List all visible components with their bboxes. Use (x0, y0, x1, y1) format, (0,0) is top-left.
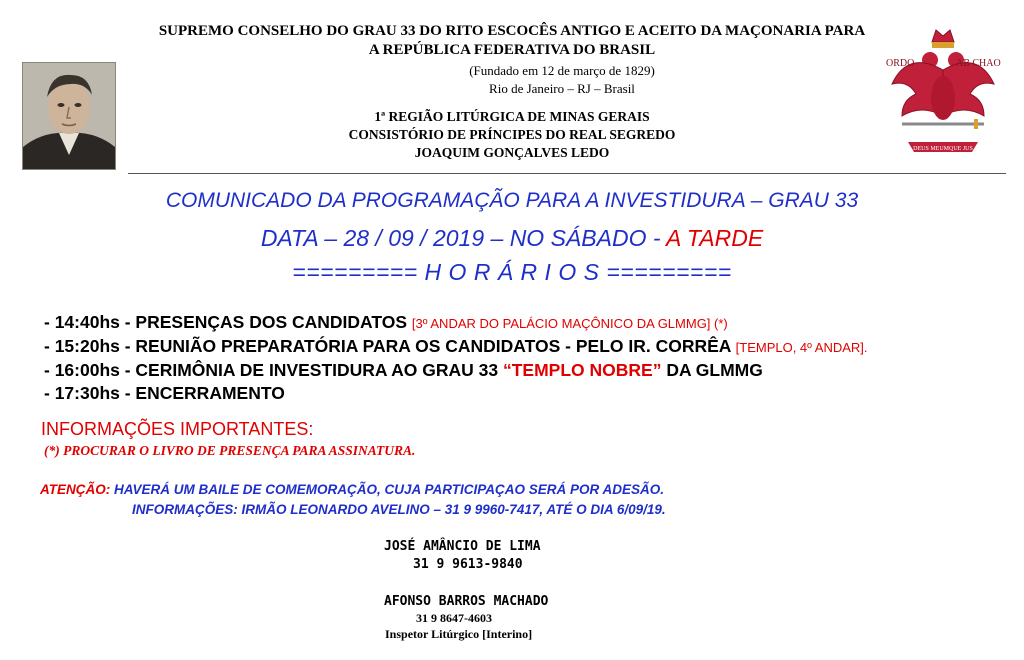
signature-name: AFONSO BARROS MACHADO (384, 594, 549, 609)
header-line-7: JOAQUIM GONÇALVES LEDO (414, 145, 610, 160)
signature-role: Inspetor Litúrgico [Interino] (385, 627, 533, 641)
schedule-item: - 17:30hs - ENCERRAMENTO (44, 383, 285, 403)
signature-name: JOSÉ AMÂNCIO DE LIMA (384, 539, 541, 554)
attention-line-1: ATENÇÃO: HAVERÁ UM BAILE DE COMEMORAÇÃO, CUJA PARTICIPAÇAO SERÁ POR ADESÃO. (40, 482, 665, 497)
announcement-date (0, 225, 1024, 252)
double-eagle-emblem (886, 20, 1001, 165)
date-highlight: A TARDE (666, 225, 764, 251)
horarios-heading: ========= H O R Á R I O S ========= (292, 259, 732, 285)
header-line-6: CONSISTÓRIO DE PRÍNCIPES DO REAL SEGREDO (348, 127, 676, 142)
announcement-title: COMUNICADO DA PROGRAMAÇÃO PARA A INVESTIDURA – GRAU 33 (165, 189, 859, 212)
schedule-item: - 16:00hs - CERIMÔNIA DE INVESTIDURA AO GRAU 33 “TEMPLO NOBRE” DA GLMMG (44, 360, 763, 380)
signature-phone: 31 9 9613-9840 (413, 557, 523, 572)
header-line-2: A REPÚBLICA FEDERATIVA DO BRASIL (368, 42, 656, 58)
header-line-4: Rio de Janeiro – RJ – Brasil (489, 81, 635, 96)
header-divider (128, 173, 1006, 174)
date-text: DATA – 28 / 09 / 2019 – NO SÁBADO - (260, 225, 667, 251)
attention-label: ATENÇÃO: (40, 482, 111, 497)
info-heading: INFORMAÇÕES IMPORTANTES: (41, 419, 314, 439)
schedule-item: - 14:40hs - PRESENÇAS DOS CANDIDATOS [3º ANDAR DO PALÁCIO MAÇÔNICO DA GLMMG] (*) (44, 312, 728, 332)
info-note: (*) PROCURAR O LIVRO DE PRESENÇA PARA ASSINATURA. (44, 443, 416, 458)
emblem-left-text: ORDO (886, 58, 915, 69)
emblem-right-text: AB CHAO (956, 58, 1001, 69)
header-line-1: SUPREMO CONSELHO DO GRAU 33 DO RITO ESCOCÊS ANTIGO E ACEITO DA MAÇONARIA PARA (158, 23, 866, 39)
header-line-3: (Fundado em 12 de março de 1829) (469, 63, 655, 78)
schedule-item: - 15:20hs - REUNIÃO PREPARATÓRIA PARA OS CANDIDATOS - PELO IR. CORRÊA [TEMPLO, 4º ANDAR]. (44, 336, 868, 356)
header-line-5: 1ª REGIÃO LITÚRGICA DE MINAS GERAIS (374, 109, 650, 124)
attention-line-2: INFORMAÇÕES: IRMÃO LEONARDO AVELINO – 31 9 9960-7417, ATÉ O DIA 6/09/19. (132, 502, 666, 517)
emblem-motto: DEUS MEUMQUE JUS (913, 146, 973, 152)
signature-phone: 31 9 8647-4603 (416, 611, 492, 625)
